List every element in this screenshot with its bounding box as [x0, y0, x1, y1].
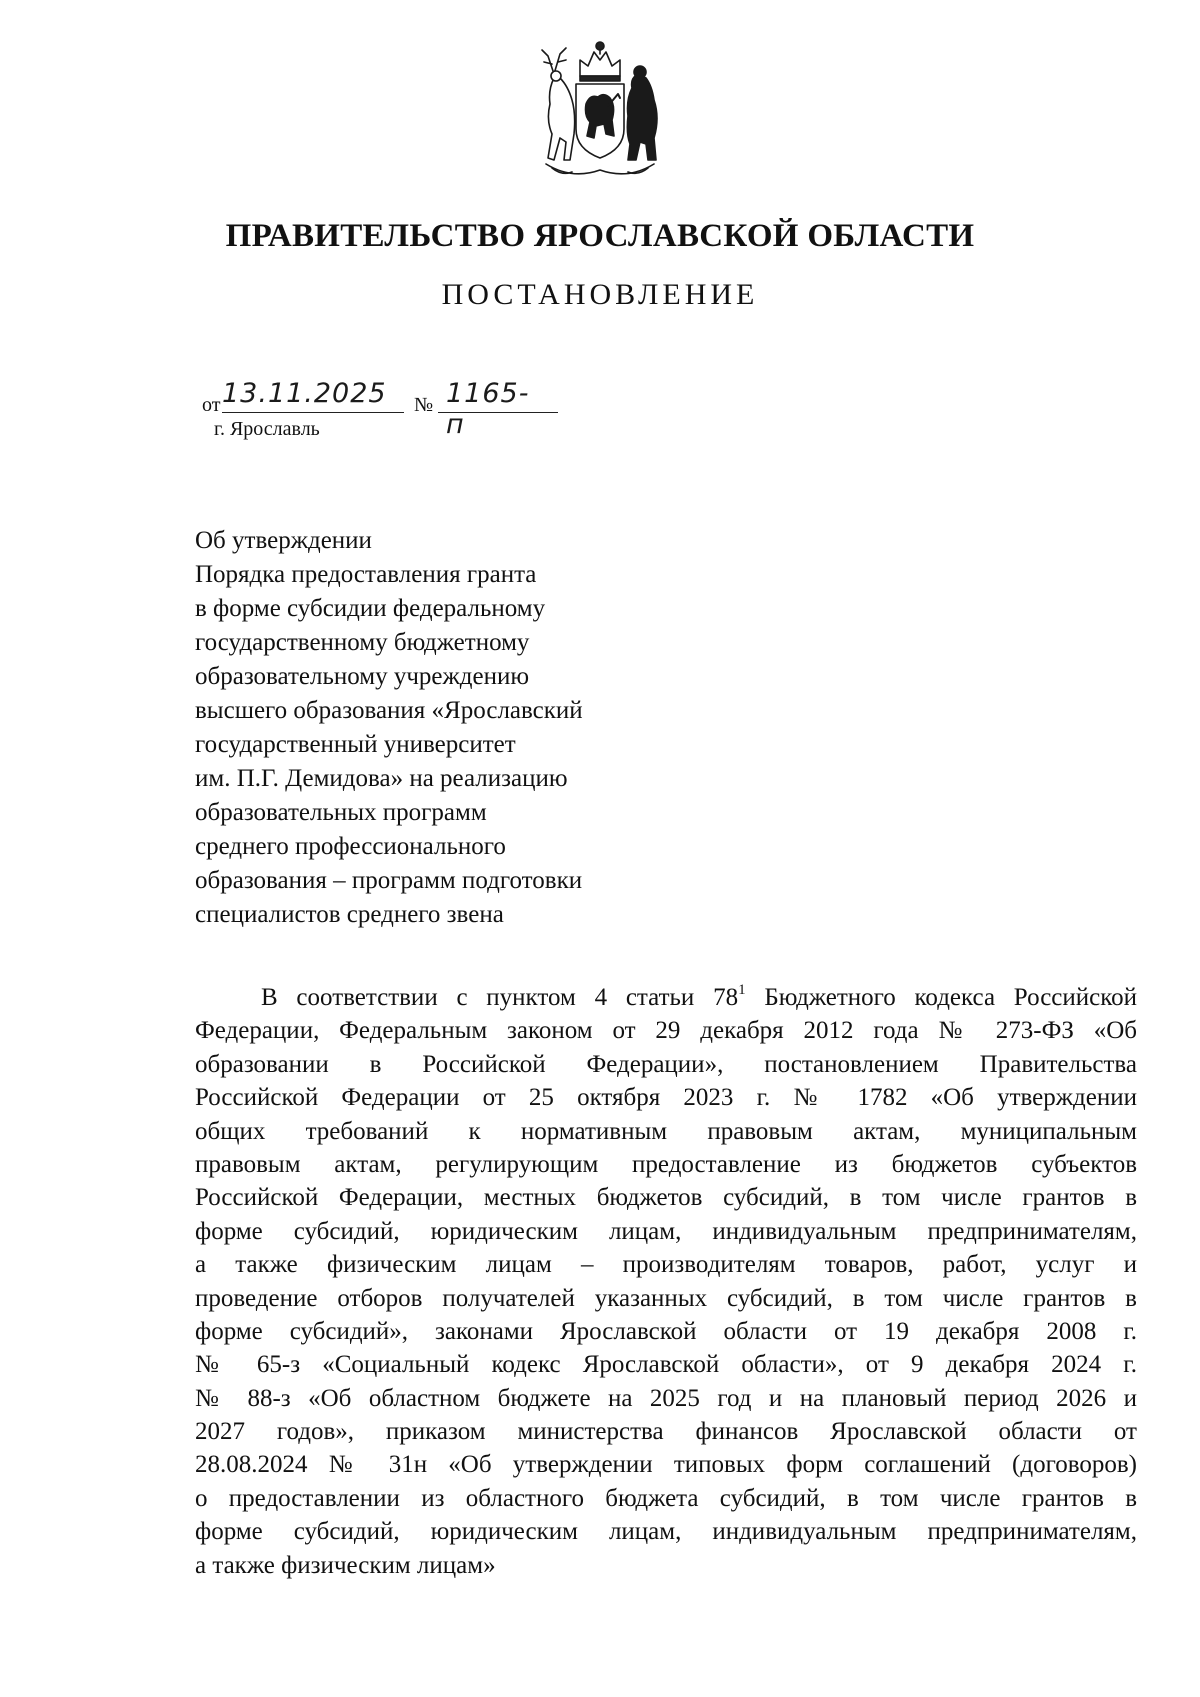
number-underline: [438, 412, 558, 413]
subject-line: среднего профессионального: [195, 833, 506, 860]
body-line: Российской Федерации, местных бюджетов субсидий, в том числе грантов в: [195, 1184, 1137, 1212]
subject-line: Порядка предоставления гранта: [195, 561, 537, 588]
body-line-start: В соответствии с пунктом 4 статьи 78: [261, 984, 739, 1011]
body-line: правовым актам, регулирующим предоставление из бюджетов субъектов: [195, 1150, 1137, 1178]
body-line: [195, 981, 1137, 1014]
number-value: 1165-п: [446, 378, 530, 440]
body-line: образовании в Российской Федерации», постановлением Правительства: [195, 1050, 1137, 1078]
subject-line: специалистов среднего звена: [195, 901, 504, 928]
body-line: № 65-з «Социальный кодекс Ярославской области», от 9 декабря 2024 г.: [195, 1351, 1137, 1379]
document-type: ПОСТАНОВЛЕНИЕ: [441, 278, 759, 311]
coat-of-arms-icon: [532, 34, 668, 184]
date-prefix: от: [202, 394, 221, 416]
number-prefix: №: [414, 394, 434, 416]
body-line: форме субсидий, юридическим лицам, индивидуальным предпринимателям,: [195, 1518, 1137, 1546]
body-line: общих требований к нормативным правовым актам, муниципальным: [195, 1117, 1137, 1145]
city: г. Ярославль: [214, 418, 320, 440]
subject-line: государственному бюджетному: [195, 629, 530, 656]
body-line: Российской Федерации от 25 октября 2023 г. № 1782 «Об утверждении: [195, 1084, 1137, 1112]
body-line: а также физическим лицам»: [195, 1551, 496, 1579]
document-subject: [195, 524, 583, 932]
body-line: форме субсидий, юридическим лицам, индивидуальным предпринимателям,: [195, 1217, 1137, 1245]
body-line: форме субсидий», законами Ярославской области от 19 декабря 2008 г.: [195, 1317, 1137, 1345]
body-line: Федерации, Федеральным законом от 29 декабря 2012 года № 273-ФЗ «Об: [195, 1017, 1137, 1045]
article-superscript: 1: [738, 982, 746, 998]
body-line: 28.08.2024 № 31н «Об утверждении типовых форм соглашений (договоров): [195, 1451, 1137, 1479]
date-underline: [222, 412, 404, 413]
subject-line: образования – программ подготовки: [195, 867, 583, 894]
body-line: проведение отборов получателей указанных субсидий, в том числе грантов в: [195, 1284, 1137, 1312]
subject-line: им. П.Г. Демидова» на реализацию: [195, 765, 568, 792]
subject-line: образовательных программ: [195, 799, 487, 826]
body-line: о предоставлении из областного бюджета субсидий, в том числе грантов в: [195, 1484, 1137, 1512]
body-line: № 88-з «Об областном бюджете на 2025 год и на плановый период 2026 и: [195, 1384, 1137, 1412]
subject-line: государственный университет: [195, 731, 516, 758]
organization-title: ПРАВИТЕЛЬСТВО ЯРОСЛАВСКОЙ ОБЛАСТИ: [225, 218, 975, 254]
body-line: а также физическим лицам – производителям товаров, работ, услуг и: [195, 1251, 1137, 1279]
subject-line: в форме субсидии федеральному: [195, 595, 546, 622]
subject-line: Об утверждении: [195, 527, 372, 554]
preamble-paragraph: [195, 981, 1137, 1582]
body-line-end: Бюджетного кодекса Российской: [745, 984, 1138, 1011]
date-value: 13.11.2025: [222, 378, 387, 409]
subject-line: образовательному учреждению: [195, 663, 530, 690]
body-line: 2027 годов», приказом министерства финансов Ярославской области от: [195, 1418, 1137, 1446]
subject-line: высшего образования «Ярославский: [195, 697, 583, 724]
